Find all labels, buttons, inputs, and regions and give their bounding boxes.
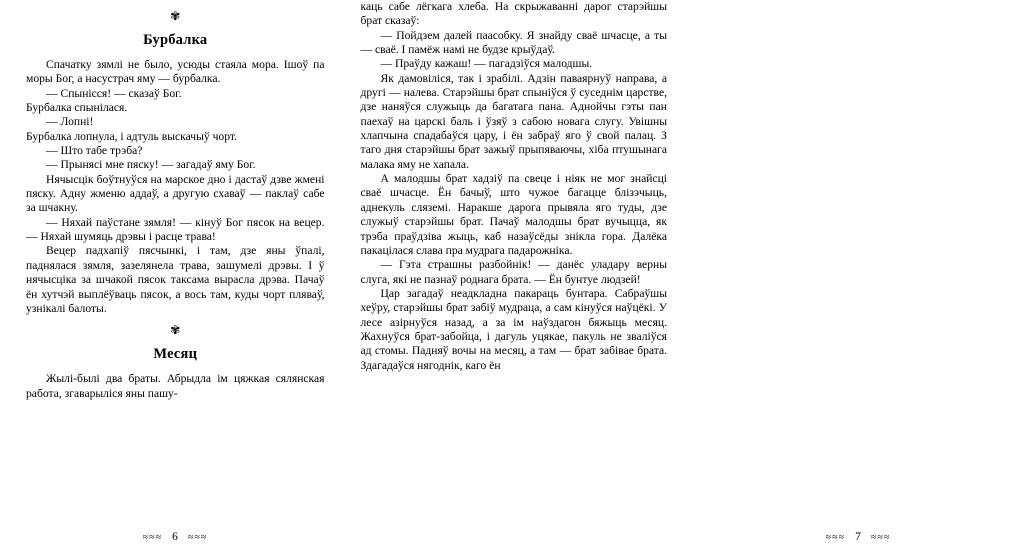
- paragraph: Як дамовіліся, так і зрабілі. Адзін паваярнуў направа, а другі — налева. Старэйшы брат спыніўся ў суседнім царстве, дзе наняўся служыць да багатага пана. Аднойчы гэты пан паехаў на царскі баль і ўзяў з сабою новага слугу. Увішны хлапчына спадабаўся цару, і ён забраў яго ў свой палац. З таго дня старэйшы брат зажыў прыпяваючы, хіба птушынага малака яму не хапала.: [360, 71, 667, 171]
- page-number: 7: [855, 530, 861, 543]
- page-footer-left: [26, 531, 324, 544]
- paragraph: Бурбалка лопнула, і адтуль выскачыў чорт.: [26, 129, 237, 143]
- footer-ornament-icon: ≈≈≈: [870, 531, 891, 543]
- story-title-mesiac: Месяц: [153, 346, 198, 363]
- ornament-divider-icon: ✾: [170, 323, 181, 338]
- paragraph: — Пойдзем далей паасобку. Я знайду сваё шчасце, а ты — сваё. І памёж намі не будзе крыўдаў.: [360, 28, 667, 57]
- page-number: 6: [172, 530, 178, 543]
- paragraph: — Што табе трэба?: [46, 144, 143, 158]
- paragraph: Нячысцік боўтнуўся на марское дно і дастаў дзве жмені пяску. Адну жменю аддаў, а другую схаваў — паклаў сабе за шчакну.: [26, 172, 325, 215]
- right-page-column: [345, 0, 891, 550]
- paragraph: каць сабе лёгкага хлеба. На скрыжаванні дарог старэйшы брат сказаў:: [360, 0, 667, 28]
- paragraph: — Лопні!: [46, 115, 94, 129]
- paragraph: А малодшы брат хадзіў па свеце і ніяк не мог знайсці сваё шчасце. Ён бачыў, што чужое багацце блізэчыць, аднекуль сляземі. Наракше дарога прывяла яго туды, дзе служыў старэйшы брат. Пачаў малодшы брат вучыцца, як трэба праўдзіва жыць, каб назаўсёды знікла гора. Далёка пакацілася слава пра мудрага падарожніка.: [360, 172, 667, 257]
- paragraph: Вецер падхапіў пясчынкі, і там, дзе яны ўпалі, паднялася зямля, зазелянела трава, зашумелі дрэвы. І ў нячысціка за шчакой пясок таксама вырасла дрэва. Пачаў ён хутчэй выплёўваць пясок, а вось там, куды чорт пляваў, узнікалі балоты.: [26, 244, 325, 315]
- story-title-burbalka: Бурбалка: [143, 32, 208, 48]
- left-page-column: [0, 0, 345, 550]
- footer-ornament-icon: ≈≈≈: [187, 531, 208, 543]
- footer-ornament-icon: ≈≈≈: [825, 531, 846, 543]
- paragraph: Цар загадаў неадкладна пакараць бунтара. Сабраўшы хеўру, старэйшы брат забіў мудраца, а сам кінуўся наўцёкі. У лесе азірнуўся назад, а за ім наўздагон бяжыць месяц. Жахнуўся брат-забойца, і дагуль уцякае, пакуль не зваліўся ад стомы. Падняў вочы на месяц, а там — брат забівае брата. Здагадаўся нягоднік, каго ён: [360, 286, 667, 372]
- paragraph: — Няхай паўстане зямля! — кінуў Бог пясок на вецер. — Няхай шумяць дрэвы і расце трава!: [26, 215, 325, 244]
- paragraph: Спачатку зямлі не было, усюды стаяла мора. Ішоў па моры Бог, а насустрач яму — бурбалка.: [26, 58, 325, 86]
- paragraph: — Гэта страшны разбойнік! — данёс уладару верны слуга, які не пазнаў роднага брата. — Ён бунтуе людзей!: [360, 258, 667, 286]
- paragraph: — Спынісся! — сказаў Бог.: [46, 86, 182, 100]
- footer-ornament-icon: ≈≈≈: [142, 531, 163, 543]
- paragraph: Жылі-былі два браты. Абрыдла ім цяжкая сялянская работа, згаварыліся яны пашу-: [26, 372, 325, 400]
- page-footer-right: [705, 531, 1011, 544]
- paragraph: — Праўду кажаш! — пагадзіўся малодшы.: [380, 57, 593, 71]
- paragraph: — Прынясі мне пяску! — загадаў яму Бог.: [46, 158, 256, 172]
- paragraph: Бурбалка спынілася.: [26, 101, 128, 115]
- ornament-divider-icon: ✾: [170, 9, 181, 23]
